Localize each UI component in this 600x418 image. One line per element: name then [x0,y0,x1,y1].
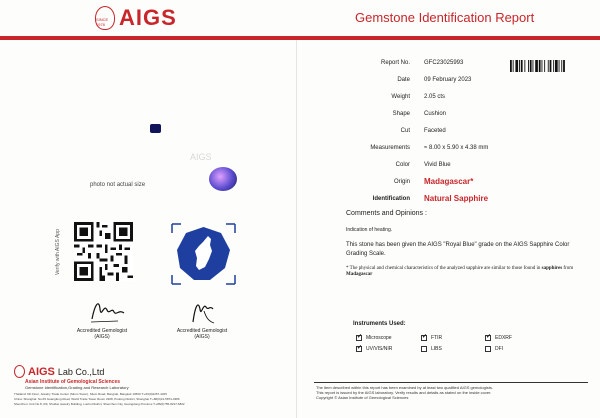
origin-note-bold: Madagascar [346,272,373,277]
qr-code-icon[interactable] [74,222,133,281]
disclaimer-line: This report is issued by the AIGS laboratory. Verify results and details as stated on the inside cover. [316,390,492,395]
report-title: Gemstone Identification Report [355,10,535,25]
unchecked-box-icon [485,346,491,352]
footer-brand-suffix: Lab Co.,Ltd [57,366,105,377]
origin-note-bold: sapphires [541,266,563,271]
gemologist-label-2 [162,328,242,340]
field-row [310,142,590,154]
comments-title: Comments and Opinions : [346,210,427,217]
footer-logo [14,365,104,378]
institute-name: Asian Institute of Gemological Sciences [25,379,121,385]
disclaimer-line: The item described within this report has been examined by at least two qualified AIGS gemologists. [316,385,493,390]
field-value: GFC23025993 [424,60,464,66]
royal-blue-comment: This stone has been given the AIGS "Royal Blue" grade on the AIGS Sapphire Color Grading Scale. [346,242,570,257]
disclaimer [316,385,493,400]
field-value: Madagascar* [424,177,474,186]
copyright-line: Copyright © Asian Institute of Gemological Sciences [316,395,409,400]
photo-note: photo not actual size [90,182,146,188]
gemologist-signature-1 [88,295,128,325]
header-rule [0,36,600,40]
field-label: Origin [393,179,410,185]
instrument-item [421,335,442,341]
address-line: China: Shanghai: No.69 Guangfeng Road, World Trade Tower Room 2208, Pudong District, Shanghai T:+86(0)21-5874-3386 [14,397,180,401]
field-label: Weight [391,94,410,100]
barcode-icon [510,60,584,72]
field-label: Date [397,77,410,83]
hologram-sticker-icon [209,167,237,191]
heating-comment: Indication of heating. [346,227,393,233]
field-row [310,159,590,171]
gemstone-photo [150,124,161,133]
verify-app-text: Verify with AIGS App [55,229,61,275]
aigs-logo [95,6,177,30]
field-row [310,193,590,205]
brand-name: AIGS [119,5,177,30]
field-value: Vivid Blue [424,162,451,168]
address-line: Shenzhen: Unit No.8, 6/F, Shuibei Jewelry Building, Luohu District, Shenzhen City, Guangdong Province T:+86(0)755-8227-6822 [14,402,185,406]
instrument-label: DFI [495,346,504,352]
field-row [310,125,590,137]
field-row [310,176,590,188]
gemologist-label-1 [62,328,142,340]
field-row [310,91,590,103]
instruments-title: Instruments Used: [353,321,406,327]
checked-box-icon [356,346,362,352]
instrument-item [356,335,392,341]
origin-note-text: * The physical and chemical characteristics of the analyzed sapphire are similar to those found in [346,266,542,271]
instrument-item [421,346,442,352]
field-value: Faceted [424,128,446,134]
field-row [310,108,590,120]
field-label: Report No. [380,60,410,66]
field-label: Identification [372,196,410,202]
field-value: Cushion [424,111,447,117]
madagascar-origin-badge-icon [170,222,237,286]
footer-rule [314,382,588,383]
instrument-item [485,335,512,341]
gemologist-title: Accredited Gemologist [76,328,128,334]
instrument-label: EDXRF [495,335,512,341]
gemologist-org: (AIGS) [94,334,110,340]
field-value: ≈ 8.00 x 5.90 x 4.38 mm [424,145,489,151]
instrument-label: UV/VIS/NIR [366,346,393,352]
instrument-label: LIBS [431,346,442,352]
watermark-text: AIGS [190,152,212,162]
checked-box-icon [356,335,362,341]
instrument-item [485,346,503,352]
institute-subtitle: Gemstone Identification,Grading and Research Laboratory [25,385,129,390]
checked-box-icon [485,335,491,341]
footer-brand: AIGS [28,365,55,378]
field-label: Shape [392,111,410,117]
aigs-seal-icon [95,6,115,30]
fold-line [296,40,297,418]
field-row [310,74,590,86]
origin-note-text: from [562,266,574,271]
gemologist-signature-2 [188,297,218,325]
gemologist-org: (AIGS) [194,334,210,340]
origin-note [346,266,582,278]
unchecked-box-icon [421,346,427,352]
address-line: Thailand: 6th Floor, Jewelry Trade Center (Silom Tower), Silom Road, Bangrak, Bangkok 10500 T:+66(0)2267-4325 [14,392,167,396]
seal-text: SINCE 1978 [96,17,109,27]
instrument-label: Microscope [366,335,392,341]
gemologist-title: Accredited Gemologist [176,328,228,334]
checked-box-icon [421,335,427,341]
field-label: Color [395,162,410,168]
footer-seal-icon [14,365,25,378]
field-value: 2.05 cts [424,94,446,100]
field-label: Cut [400,128,410,134]
field-value: 09 February 2023 [424,77,472,83]
instrument-item [356,346,392,352]
field-label: Measurements [370,145,410,151]
field-value: Natural Sapphire [424,194,489,203]
instrument-label: FTIR [431,335,443,341]
